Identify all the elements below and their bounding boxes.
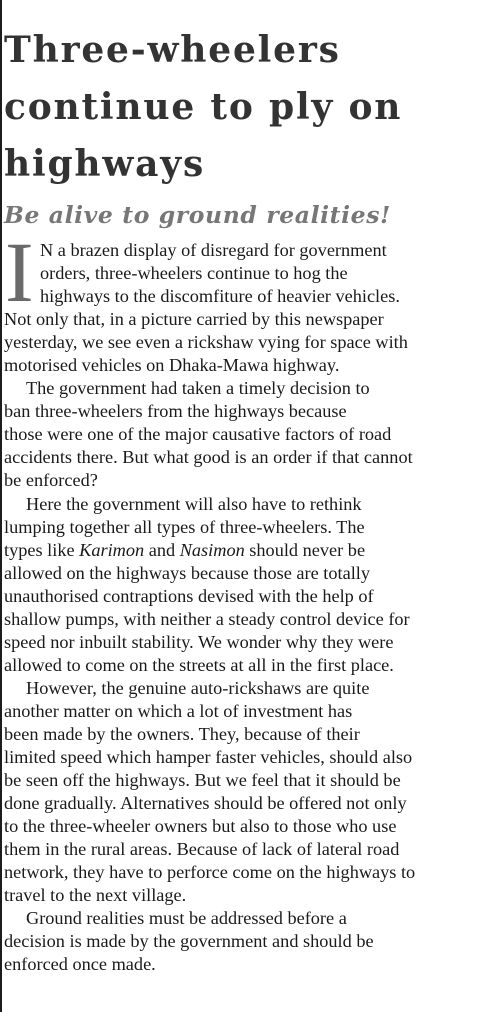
body-text-run: should never be — [244, 539, 366, 560]
body-line: The government had taken a timely decision to — [26, 378, 370, 399]
body-line: limited speed which hamper faster vehicles, should also — [4, 747, 413, 768]
body-line: done gradually. Alternatives should be offered not only — [4, 793, 407, 814]
body-line: Not only that, in a picture carried by this newspaper — [4, 309, 384, 330]
body-line: Ground realities must be addressed before a — [26, 908, 347, 929]
body-line: enforced once made. — [4, 954, 156, 975]
body-line: unauthorised contraptions devised with the help of — [4, 585, 374, 606]
italic-term-nasimon: Nasimon — [179, 539, 245, 560]
body-line: another matter on which a lot of investment has — [4, 700, 353, 721]
subheadline: Be alive to ground realities! — [4, 201, 391, 229]
body-line: speed nor inbuilt stability. We wonder why they were — [4, 631, 394, 652]
italic-term-karimon: Karimon — [79, 539, 145, 560]
headline-line: continue to ply on — [4, 86, 403, 128]
body-line: allowed on the highways because those are totally — [4, 562, 371, 583]
drop-cap: I — [5, 224, 34, 320]
body-line: highways to the discomfiture of heavier vehicles. — [40, 286, 400, 307]
body-line: motorised vehicles on Dhaka-Mawa highway. — [4, 355, 340, 376]
body-line: orders, three-wheelers continue to hog the — [40, 263, 348, 284]
body-line-mixed — [4, 539, 464, 562]
article-body — [4, 224, 464, 977]
headline — [4, 22, 464, 193]
body-line: them in the rural areas. Because of lack of lateral road — [4, 839, 400, 860]
body-line: be enforced? — [4, 470, 98, 491]
body-line: accidents there. But what good is an order if that cannot — [4, 447, 413, 468]
body-line: Here the government will also have to rethink — [26, 493, 362, 514]
editorial-article — [4, 22, 464, 977]
headline-line: Three-wheelers — [4, 29, 341, 71]
body-line: shallow pumps, with neither a steady control device for — [4, 608, 410, 629]
body-line: ban three-wheelers from the highways because — [4, 401, 347, 422]
body-line: network, they have to perforce come on the highways to — [4, 862, 416, 883]
body-text-run: types like — [4, 539, 80, 560]
body-text-run: and — [144, 539, 180, 560]
body-line: travel to the next village. — [4, 885, 187, 906]
body-line: N a brazen display of disregard for government — [40, 240, 387, 260]
page-left-border — [0, 0, 2, 1012]
body-line: decision is made by the government and should be — [4, 931, 374, 952]
body-line: been made by the owners. They, because of their — [4, 723, 360, 744]
body-line: allowed to come on the streets at all in the first place. — [4, 654, 394, 675]
body-line: to the three-wheeler owners but also to those who use — [4, 816, 397, 837]
body-line: yesterday, we see even a rickshaw vying for space with — [4, 332, 408, 353]
headline-line: highways — [4, 143, 206, 185]
body-line: However, the genuine auto-rickshaws are quite — [26, 677, 370, 698]
body-line: be seen off the highways. But we feel that it should be — [4, 770, 401, 791]
body-line: lumping together all types of three-wheelers. The — [4, 516, 365, 537]
body-line: those were one of the major causative factors of road — [4, 424, 392, 445]
